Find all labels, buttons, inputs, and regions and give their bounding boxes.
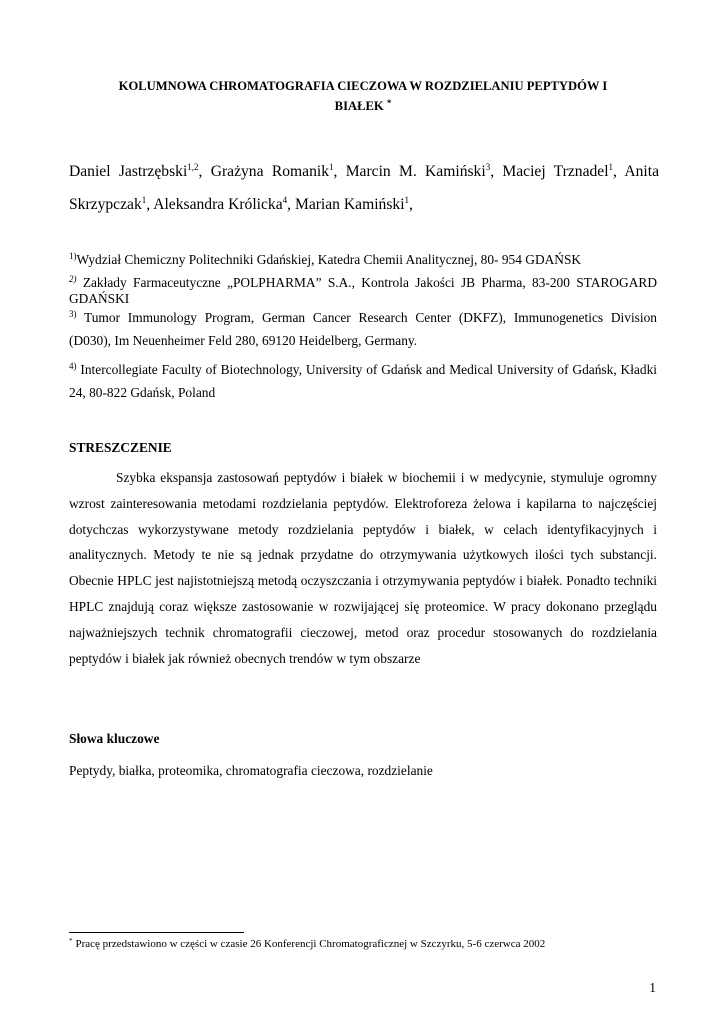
- affiliation-4: $^{4)}$ Intercollegiate Faculty of Biotechnology, University of Gdańsk and Medical University of Gdańsk, Kładki 24, 80-822 Gdańsk, Poland: [69, 361, 657, 400]
- paper-title: [70, 78, 656, 115]
- footnote-text: Pracę przedstawiono w części w czasie 26 Konferencji Chromatograficznej w Szczyrku, 5-6 czerwca 2002: [75, 938, 546, 950]
- footnote-mark: *: [69, 937, 73, 945]
- author: Anita Skrzypczak$^1$,: [69, 163, 660, 213]
- page-number: 1: [649, 980, 656, 995]
- title-line-1: KOLUMNOWA CHROMATOGRAFIA CIECZOWA W ROZDZIELANIU PEPTYDÓW I: [118, 79, 608, 93]
- title-line-2: BIAŁEK: [334, 99, 384, 113]
- affiliation-1: $^{1)}$Wydział Chemiczny Politechniki Gdańskiej, Katedra Chemii Analitycznej, 80- 954 GDAŃSK: [69, 251, 582, 267]
- author: Marian Kamiński$^1$,: [294, 195, 413, 213]
- author: Maciej Trznadel$^1$,: [502, 162, 625, 180]
- affiliation-3: $^{3)}$ Tumor Immunology Program, German Cancer Research Center (DKFZ), Immunogenetics Division (D030), Im Neuenheimer Feld 280, 69120 Heidelberg, Germany.: [69, 309, 657, 348]
- author: Aleksandra Królicka$^4$,: [153, 195, 295, 213]
- author: Grażyna Romanik$^1$,: [210, 162, 346, 180]
- author: Marcin M. Kamiński$^3$,: [345, 162, 503, 180]
- keywords-text: Peptydy, białka, proteomika, chromatografia cieczowa, rozdzielanie: [69, 763, 433, 778]
- abstract-heading: STRESZCZENIE: [69, 440, 172, 455]
- footnote-divider: [69, 932, 244, 933]
- author-list: [69, 153, 659, 219]
- author: Daniel Jastrzębski$^{1,2}$,: [69, 162, 211, 180]
- title-footnote-mark: *: [386, 98, 392, 108]
- affiliation-2: $^{2)}$ Zakłady Farmaceutyczne „POLPHARMA” S.A., Kontrola Jakości JB Pharma, 83-200 STAROGARD GDAŃSKI: [69, 274, 657, 306]
- footnote: [69, 937, 545, 950]
- abstract-text: Szybka ekspansja zastosowań peptydów i białek w biochemii i w medycynie, stymuluje ogromny wzrost zainteresowania metodami rozdzielania peptydów. Elektroforeza żelowa i kapilarna to najczęściej dotychczas wykorzystywane metody rozdzielania peptydów i białek, w celach identyfikacyjnych i analitycznych. Metody te nie są jednak przydatne do otrzymywania użytkowych ilości tych substancji. Obecnie HPLC jest najistotniejszą metodą oczyszczania i otrzymywania peptydów i białek. Ponadto techniki HPLC znajdują coraz większe zastosowanie w rozwijającej się proteomice. W pracy dokonano przeglądu najważniejszych technik chromatografii cieczowej, metod oraz procedur stosowanych do rozdzielania peptydów i białek jak również obecnych trendów w tym obszarze: [69, 470, 657, 666]
- keywords-heading: Słowa kluczowe: [69, 731, 160, 746]
